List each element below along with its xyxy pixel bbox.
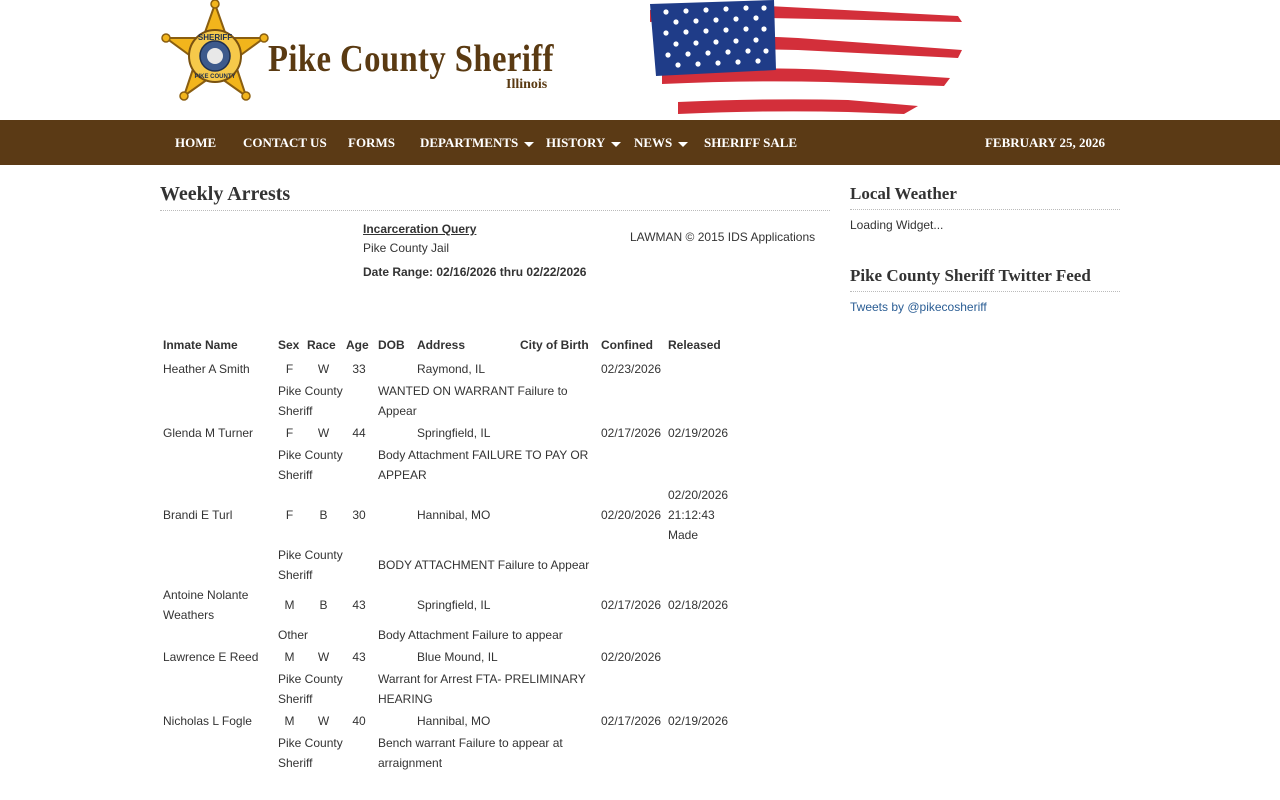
nav-history[interactable] bbox=[546, 120, 621, 165]
charge: Body Attachment FAILURE TO PAY OR APPEAR bbox=[378, 448, 589, 482]
inmate-age: 43 bbox=[352, 598, 366, 612]
inmate-sex: M bbox=[284, 714, 295, 728]
nav-forms-label: FORMS bbox=[348, 135, 395, 150]
arrests-table bbox=[160, 333, 746, 773]
col-header-address: Address bbox=[417, 338, 466, 352]
inmate-city-of-birth bbox=[517, 421, 598, 445]
nav-contact-us[interactable] bbox=[243, 120, 327, 165]
table-row-detail bbox=[160, 733, 746, 773]
table-row-detail bbox=[160, 445, 746, 485]
table-row bbox=[160, 709, 746, 733]
query-facility: Pike County Jail bbox=[363, 241, 450, 255]
inmate-city-of-birth bbox=[517, 645, 598, 669]
table-row bbox=[160, 645, 746, 669]
inmate-name: Lawrence E Reed bbox=[163, 650, 259, 664]
charge: Body Attachment Failure to appear bbox=[378, 628, 563, 642]
inmate-sex: F bbox=[285, 426, 294, 440]
col-header-inmate-name: Inmate Name bbox=[163, 338, 238, 352]
inmate-released: 02/19/2026 bbox=[668, 714, 729, 728]
inmate-dob bbox=[375, 485, 414, 545]
inmate-city-of-birth bbox=[517, 357, 598, 381]
inmate-released bbox=[665, 645, 746, 669]
query-title: Incarceration Query bbox=[363, 222, 477, 236]
inmate-city-of-birth bbox=[517, 485, 598, 545]
nav-home[interactable] bbox=[175, 120, 216, 165]
arresting-agency: Pike County Sheriff bbox=[278, 736, 343, 770]
col-header-age: Age bbox=[346, 338, 369, 352]
nav-news[interactable] bbox=[634, 120, 688, 165]
sidebar bbox=[850, 180, 1120, 314]
arresting-agency: Pike County Sheriff bbox=[278, 384, 343, 418]
inmate-age: 44 bbox=[352, 426, 366, 440]
table-row bbox=[160, 585, 746, 625]
inmate-sex: M bbox=[284, 650, 295, 664]
sheriff-badge-logo[interactable] bbox=[160, 0, 270, 120]
nav-home-label: HOME bbox=[175, 135, 217, 150]
table-row bbox=[160, 421, 746, 445]
site-title[interactable]: Pike County Sheriff bbox=[268, 38, 554, 80]
site-subtitle: Illinois bbox=[506, 77, 548, 92]
inmate-confined: 02/17/2026 bbox=[601, 714, 662, 728]
inmate-dob bbox=[375, 421, 414, 445]
inmate-race: W bbox=[317, 362, 330, 376]
col-header-city-of-birth: City of Birth bbox=[520, 338, 589, 352]
current-date: FEBRUARY 25, 2026 bbox=[984, 135, 1105, 150]
inmate-age: 43 bbox=[352, 650, 366, 664]
weather-widget-title: Local Weather bbox=[850, 180, 1120, 210]
inmate-name: Heather A Smith bbox=[163, 362, 250, 376]
charge: Bench warrant Failure to appear at arraignment bbox=[378, 736, 563, 770]
inmate-race: W bbox=[317, 650, 330, 664]
table-header-row bbox=[160, 333, 746, 357]
twitter-feed-link[interactable]: Tweets by @pikecosheriff bbox=[850, 300, 987, 314]
charge: BODY ATTACHMENT Failure to Appear bbox=[378, 558, 590, 572]
inmate-confined: 02/20/2026 bbox=[601, 650, 662, 664]
inmate-released: 02/20/2026 21:12:43 Made bbox=[668, 488, 729, 542]
col-header-race: Race bbox=[307, 338, 336, 352]
chevron-down-icon bbox=[611, 142, 621, 147]
query-info bbox=[363, 220, 586, 282]
inmate-confined: 02/20/2026 bbox=[601, 508, 662, 522]
inmate-sex: F bbox=[285, 508, 294, 522]
inmate-age: 33 bbox=[352, 362, 366, 376]
col-header-confined: Confined bbox=[601, 338, 653, 352]
date-range: Date Range: 02/16/2026 thru 02/22/2026 bbox=[363, 265, 587, 279]
nav-sheriff-sale-label: SHERIFF SALE bbox=[704, 135, 798, 150]
col-header-sex: Sex bbox=[278, 338, 300, 352]
inmate-dob bbox=[375, 709, 414, 733]
inmate-race: B bbox=[319, 508, 328, 522]
table-row-detail bbox=[160, 625, 746, 645]
nav-history-label: HISTORY bbox=[546, 135, 606, 150]
inmate-address: Hannibal, MO bbox=[417, 508, 491, 522]
nav-departments-label: DEPARTMENTS bbox=[420, 135, 519, 150]
inmate-sex: M bbox=[284, 598, 295, 612]
inmate-age: 30 bbox=[352, 508, 366, 522]
weather-widget-body: Loading Widget... bbox=[850, 218, 944, 232]
inmate-name: Nicholas L Fogle bbox=[163, 714, 252, 728]
table-row bbox=[160, 357, 746, 381]
inmate-city-of-birth bbox=[517, 709, 598, 733]
arresting-agency: Pike County Sheriff bbox=[278, 448, 343, 482]
arresting-agency: Pike County Sheriff bbox=[278, 548, 343, 582]
inmate-race: B bbox=[319, 598, 328, 612]
inmate-address: Springfield, IL bbox=[417, 598, 491, 612]
inmate-name: Antoine Nolante Weathers bbox=[163, 588, 249, 622]
nav-news-label: NEWS bbox=[634, 135, 673, 150]
inmate-released: 02/19/2026 bbox=[668, 426, 729, 440]
inmate-race: W bbox=[317, 426, 330, 440]
nav-contact-us-label: CONTACT US bbox=[243, 135, 327, 150]
nav-forms[interactable] bbox=[348, 120, 395, 165]
inmate-dob bbox=[375, 645, 414, 669]
col-header-released: Released bbox=[668, 338, 721, 352]
arresting-agency: Pike County Sheriff bbox=[278, 672, 343, 706]
american-flag-image bbox=[648, 0, 962, 120]
chevron-down-icon bbox=[524, 142, 534, 147]
twitter-widget-body bbox=[850, 292, 1120, 314]
table-row-detail bbox=[160, 381, 746, 421]
badge-text-top: SHERIFF bbox=[197, 33, 233, 42]
charge: WANTED ON WARRANT Failure to Appear bbox=[378, 384, 568, 418]
arresting-agency: Other bbox=[278, 628, 309, 642]
twitter-widget-title: Pike County Sheriff Twitter Feed bbox=[850, 262, 1120, 292]
badge-text-bottom: PIKE COUNTY bbox=[194, 74, 236, 80]
inmate-address: Hannibal, MO bbox=[417, 714, 491, 728]
inmate-sex: F bbox=[285, 362, 294, 376]
lawman-credit: LAWMAN © 2015 IDS Applications bbox=[630, 230, 816, 244]
main-content bbox=[160, 180, 830, 770]
table-row bbox=[160, 485, 746, 545]
inmate-name: Brandi E Turl bbox=[163, 508, 233, 522]
inmate-race: W bbox=[317, 714, 330, 728]
main-navigation bbox=[0, 120, 1280, 165]
inmate-confined: 02/17/2026 bbox=[601, 426, 662, 440]
charge: Warrant for Arrest FTA- PRELIMINARY HEARING bbox=[378, 672, 586, 706]
inmate-confined: 02/17/2026 bbox=[601, 598, 662, 612]
inmate-released bbox=[665, 357, 746, 381]
inmate-city-of-birth bbox=[517, 585, 598, 625]
inmate-name: Glenda M Turner bbox=[163, 426, 254, 440]
site-header bbox=[0, 0, 1280, 120]
inmate-confined: 02/23/2026 bbox=[601, 362, 662, 376]
inmate-released: 02/18/2026 bbox=[668, 598, 729, 612]
inmate-age: 40 bbox=[352, 714, 366, 728]
col-header-dob: DOB bbox=[378, 338, 405, 352]
table-row-detail bbox=[160, 669, 746, 709]
inmate-dob bbox=[375, 585, 414, 625]
inmate-address: Springfield, IL bbox=[417, 426, 491, 440]
page-title: Weekly Arrests bbox=[160, 180, 830, 211]
inmate-address: Blue Mound, IL bbox=[417, 650, 498, 664]
chevron-down-icon bbox=[678, 142, 688, 147]
nav-departments[interactable] bbox=[420, 120, 534, 165]
inmate-dob bbox=[375, 357, 414, 381]
inmate-address: Raymond, IL bbox=[417, 362, 486, 376]
table-row-detail bbox=[160, 545, 746, 585]
nav-sheriff-sale[interactable] bbox=[704, 120, 797, 165]
